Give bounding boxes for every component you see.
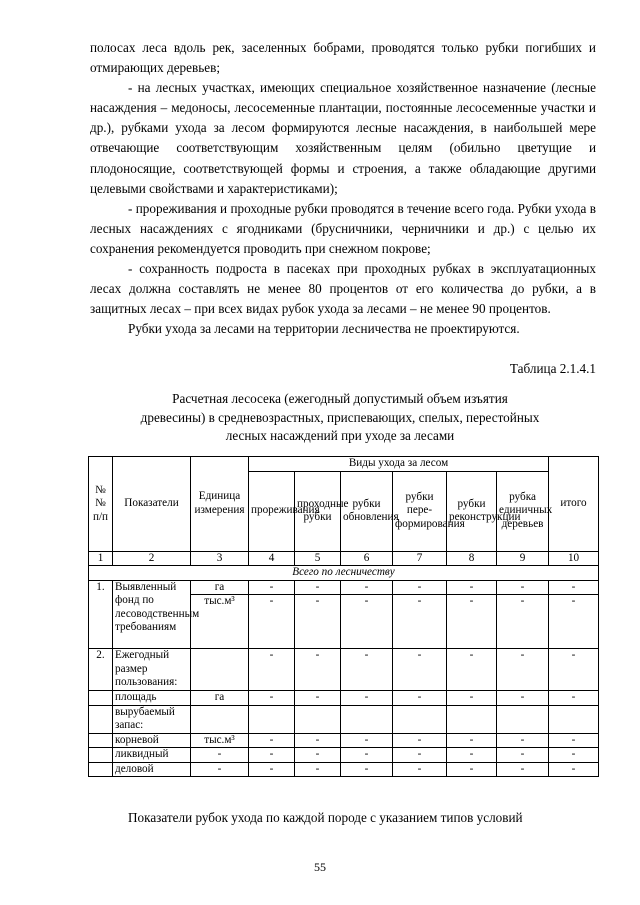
row-unit: -	[191, 762, 249, 777]
cell: -	[249, 649, 295, 691]
cell: -	[249, 580, 295, 595]
cell: -	[249, 691, 295, 706]
cell: -	[341, 580, 393, 595]
cell: -	[249, 762, 295, 777]
cell: -	[497, 733, 549, 748]
row-unit: га	[191, 580, 249, 595]
table-title: Расчетная лесосека (ежегодный допустимый объем изъятия древесины) в средневозрастных, приспевающих, спелых, перестойных лесных насаждений при уходе за лесами	[140, 391, 540, 443]
row-num: 1.	[89, 580, 113, 649]
cell: -	[497, 580, 549, 595]
data-table	[88, 456, 599, 777]
cell: -	[295, 595, 341, 649]
cell: -	[249, 733, 295, 748]
header-thinning: прореживания	[249, 471, 295, 551]
row-unit: -	[191, 748, 249, 763]
cell: -	[393, 580, 447, 595]
cell: -	[393, 762, 447, 777]
cell: -	[549, 748, 599, 763]
cell: -	[447, 762, 497, 777]
cell: -	[249, 748, 295, 763]
cell: -	[393, 748, 447, 763]
cell: -	[295, 649, 341, 691]
cell: -	[549, 580, 599, 595]
cell: -	[393, 649, 447, 691]
page-number: 55	[314, 860, 326, 874]
paragraph-5: Рубки ухода за лесами на территории лесничества не проектируются.	[128, 321, 520, 337]
table-row	[89, 705, 599, 733]
cell: -	[549, 691, 599, 706]
cell: -	[295, 691, 341, 706]
cell: -	[447, 595, 497, 649]
body-text	[90, 38, 596, 339]
col-number: 6	[341, 551, 393, 566]
cell: -	[549, 595, 599, 649]
cell: -	[447, 580, 497, 595]
col-number: 7	[393, 551, 447, 566]
row-label: ликвидный	[113, 748, 191, 763]
table-row	[89, 762, 599, 777]
cell: -	[497, 595, 549, 649]
cell: -	[341, 733, 393, 748]
cell: -	[341, 748, 393, 763]
header-reconstruction: рубки реконструкции	[447, 471, 497, 551]
cell: -	[549, 762, 599, 777]
cell: -	[549, 733, 599, 748]
cell: -	[447, 649, 497, 691]
cell: -	[447, 691, 497, 706]
cell: -	[447, 748, 497, 763]
table-row	[89, 748, 599, 763]
row-unit: тыс.м³	[191, 595, 249, 649]
paragraph-4: - сохранность подроста в пасеках при проходных рубках в эксплуатационных лесах должна составлять не менее 80 процентов от его количества до рубки, а в защитных лесах – при всех видах рубок ухода за лесами – не менее 90 процентов.	[90, 261, 596, 317]
section-label: Всего по лесничеству	[89, 566, 599, 581]
cell: -	[295, 580, 341, 595]
header-group: Виды ухода за лесом	[249, 457, 549, 472]
row-label: площадь	[113, 691, 191, 706]
col-number: 4	[249, 551, 295, 566]
cell: -	[341, 691, 393, 706]
table-reference: Таблица 2.1.4.1	[509, 361, 596, 376]
header-reformation: рубки пере-формирования	[393, 471, 447, 551]
header-indicator: Показатели	[113, 457, 191, 552]
row-label: корневой	[113, 733, 191, 748]
paragraph-3: - прореживания и проходные рубки проводятся в течение всего года. Рубки ухода в лесных насаждениях с ягодниками (брусничники, черничники и др.) с целью их сохранения рекомендуется проводить при снежном покрове;	[90, 200, 596, 256]
cell: -	[497, 762, 549, 777]
row-label: деловой	[113, 762, 191, 777]
header-unit: Единица измерения	[191, 457, 249, 552]
col-number: 2	[113, 551, 191, 566]
cell: -	[341, 595, 393, 649]
cell: -	[341, 762, 393, 777]
row-label: вырубаемый запас:	[113, 705, 191, 733]
col-number: 1	[89, 551, 113, 566]
cell: -	[295, 748, 341, 763]
cell: -	[341, 649, 393, 691]
col-number: 8	[447, 551, 497, 566]
header-passing: проходные рубки	[295, 471, 341, 551]
cell: -	[393, 595, 447, 649]
paragraph-2: - на лесных участках, имеющих специальное хозяйственное назначение (лесные насаждения – медоносы, лесосеменные плантации, постоянные лесосеменные участки и др.), рубками ухода за лесом формируются лесные насаждения, в наибольшей мере отвечающие соответствующим хозяйственным целям (обильно цветущие и плодоносящие, соответствующей формы и строения, а также обладающие другими целевыми свойствами и характеристиками);	[90, 80, 596, 196]
column-numbers-row	[89, 551, 599, 566]
col-number: 10	[549, 551, 599, 566]
cell: -	[497, 748, 549, 763]
cell: -	[497, 649, 549, 691]
table-row	[89, 649, 599, 691]
cell: -	[295, 762, 341, 777]
header-num: № № п/п	[89, 457, 113, 552]
col-number: 5	[295, 551, 341, 566]
table-row	[89, 691, 599, 706]
row-unit	[191, 649, 249, 691]
header-renewal: рубки обновления	[341, 471, 393, 551]
row-unit: тыс.м³	[191, 733, 249, 748]
header-single-trees: рубка единичных деревьев	[497, 471, 549, 551]
table-row	[89, 580, 599, 595]
row-label: Ежегодный размер пользования:	[113, 649, 191, 691]
bottom-paragraph: Показатели рубок ухода по каждой породе с указанием типов условий	[128, 810, 523, 825]
cell: -	[295, 733, 341, 748]
header-total: итого	[549, 457, 599, 552]
table-row	[89, 733, 599, 748]
cell: -	[393, 733, 447, 748]
cell: -	[447, 733, 497, 748]
cell: -	[497, 691, 549, 706]
row-unit: га	[191, 691, 249, 706]
cell: -	[393, 691, 447, 706]
row-num: 2.	[89, 649, 113, 691]
cell: -	[549, 649, 599, 691]
paragraph-1: полосах леса вдоль рек, заселенных бобрами, проводятся только рубки погибших и отмирающих деревьев;	[90, 40, 596, 76]
col-number: 9	[497, 551, 549, 566]
row-label: Выявленный фонд по лесоводственным требованиям	[113, 580, 191, 649]
col-number: 3	[191, 551, 249, 566]
cell: -	[249, 595, 295, 649]
